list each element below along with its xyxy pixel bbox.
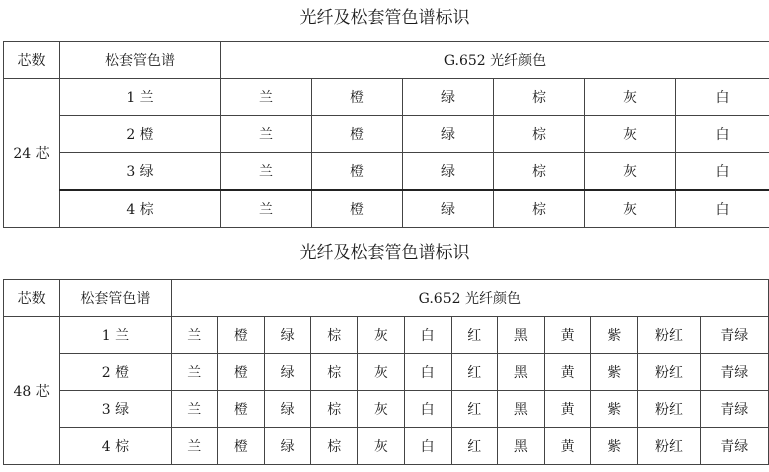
tube-color-cell: 3 绿 — [60, 153, 221, 191]
fiber-color-cell: 黑 — [497, 391, 544, 428]
header-row — [4, 280, 769, 317]
fiber-color-cell: 黑 — [497, 354, 544, 391]
fiber-color-cell: 青绿 — [700, 391, 768, 428]
core-count-header: 芯数 — [4, 280, 60, 317]
table2-title: 光纤及松套管色谱标识 — [299, 243, 470, 263]
table-row — [4, 79, 769, 116]
fiber-color-cell: 黄 — [545, 428, 591, 465]
fiber-color-cell: 黄 — [545, 354, 591, 391]
fiber-color-cell: 红 — [451, 354, 497, 391]
fiber-color-cell: 紫 — [591, 317, 638, 354]
fiber-color-cell: 灰 — [358, 391, 404, 428]
fiber-color-cell: 灰 — [585, 190, 676, 228]
fiber-color-cell: 棕 — [494, 190, 585, 228]
table-row — [4, 153, 769, 191]
tube-color-header: 松套管色谱 — [60, 280, 171, 317]
fiber-color-cell: 灰 — [358, 317, 404, 354]
fiber-color-cell: 青绿 — [700, 317, 768, 354]
tube-color-cell: 2 橙 — [60, 354, 171, 391]
fiber-color-cell: 白 — [676, 153, 769, 191]
fiber-color-cell: 兰 — [221, 153, 312, 191]
fiber-color-cell: 棕 — [311, 317, 358, 354]
fiber-color-cell: 绿 — [403, 190, 494, 228]
fiber-color-cell: 兰 — [221, 79, 312, 116]
table-row — [4, 317, 769, 354]
fiber-color-cell: 黄 — [545, 391, 591, 428]
table-row — [4, 428, 769, 465]
fiber-color-cell: 橙 — [217, 391, 264, 428]
fiber-color-cell: 白 — [676, 116, 769, 153]
fiber-color-cell: 粉红 — [638, 391, 700, 428]
fiber-color-cell: 黑 — [497, 428, 544, 465]
tube-color-cell: 4 棕 — [60, 428, 171, 465]
tube-color-cell: 4 棕 — [60, 190, 221, 228]
fiber-color-cell: 紫 — [591, 391, 638, 428]
fiber-color-cell: 兰 — [221, 190, 312, 228]
tube-color-cell: 1 兰 — [60, 317, 171, 354]
fiber-color-cell: 红 — [451, 428, 497, 465]
fiber-color-cell: 橙 — [312, 190, 403, 228]
fiber-color-cell: 棕 — [494, 116, 585, 153]
fiber-color-cell: 兰 — [171, 391, 217, 428]
fiber-color-cell: 红 — [451, 317, 497, 354]
fiber-color-cell: 白 — [404, 317, 451, 354]
fiber-color-cell: 青绿 — [700, 428, 768, 465]
fiber-color-cell: 粉红 — [638, 354, 700, 391]
fiber-color-header: G.652 光纤颜色 — [171, 280, 768, 317]
fiber-color-cell: 橙 — [217, 428, 264, 465]
core-count-cell: 48 芯 — [4, 317, 60, 465]
fiber-color-cell: 兰 — [221, 116, 312, 153]
fiber-color-cell: 粉红 — [638, 428, 700, 465]
fiber-color-cell: 灰 — [358, 428, 404, 465]
fiber-color-cell: 灰 — [585, 153, 676, 191]
fiber-color-cell: 紫 — [591, 428, 638, 465]
fiber-color-cell: 白 — [404, 354, 451, 391]
fiber-color-cell: 兰 — [171, 317, 217, 354]
fiber-color-table-24 — [3, 41, 769, 228]
table-row — [4, 116, 769, 153]
fiber-color-cell: 青绿 — [700, 354, 768, 391]
fiber-color-cell: 白 — [676, 79, 769, 116]
tube-color-cell: 1 兰 — [60, 79, 221, 116]
header-row — [4, 42, 769, 79]
fiber-color-cell: 粉红 — [638, 317, 700, 354]
tube-color-cell: 3 绿 — [60, 391, 171, 428]
tube-color-header: 松套管色谱 — [60, 42, 221, 79]
fiber-color-cell: 橙 — [312, 79, 403, 116]
fiber-color-cell: 棕 — [311, 354, 358, 391]
tube-color-cell: 2 橙 — [60, 116, 221, 153]
fiber-color-cell: 兰 — [171, 428, 217, 465]
fiber-color-cell: 黑 — [497, 317, 544, 354]
fiber-color-cell: 绿 — [403, 79, 494, 116]
fiber-color-header: G.652 光纤颜色 — [221, 42, 769, 79]
fiber-color-cell: 绿 — [264, 317, 310, 354]
fiber-color-cell: 白 — [676, 190, 769, 228]
fiber-color-cell: 绿 — [403, 153, 494, 191]
table-row — [4, 190, 769, 228]
fiber-color-cell: 棕 — [311, 428, 358, 465]
fiber-color-cell: 棕 — [311, 391, 358, 428]
fiber-color-cell: 绿 — [264, 391, 310, 428]
table1-title: 光纤及松套管色谱标识 — [299, 8, 470, 28]
fiber-color-cell: 灰 — [358, 354, 404, 391]
core-count-cell: 24 芯 — [4, 79, 60, 228]
fiber-color-cell: 绿 — [264, 354, 310, 391]
fiber-color-cell: 棕 — [494, 153, 585, 191]
fiber-color-cell: 红 — [451, 391, 497, 428]
fiber-color-cell: 白 — [404, 391, 451, 428]
fiber-color-cell: 紫 — [591, 354, 638, 391]
fiber-color-cell: 兰 — [171, 354, 217, 391]
fiber-color-cell: 灰 — [585, 116, 676, 153]
fiber-color-cell: 棕 — [494, 79, 585, 116]
fiber-color-cell: 白 — [404, 428, 451, 465]
fiber-color-table-48 — [3, 279, 769, 465]
table-row — [4, 354, 769, 391]
fiber-color-cell: 灰 — [585, 79, 676, 116]
table-row — [4, 391, 769, 428]
fiber-color-cell: 橙 — [312, 116, 403, 153]
fiber-color-cell: 绿 — [264, 428, 310, 465]
fiber-color-cell: 黄 — [545, 317, 591, 354]
fiber-color-cell: 橙 — [312, 153, 403, 191]
fiber-color-cell: 橙 — [217, 317, 264, 354]
fiber-color-cell: 绿 — [403, 116, 494, 153]
fiber-color-cell: 橙 — [217, 354, 264, 391]
core-count-header: 芯数 — [4, 42, 60, 79]
